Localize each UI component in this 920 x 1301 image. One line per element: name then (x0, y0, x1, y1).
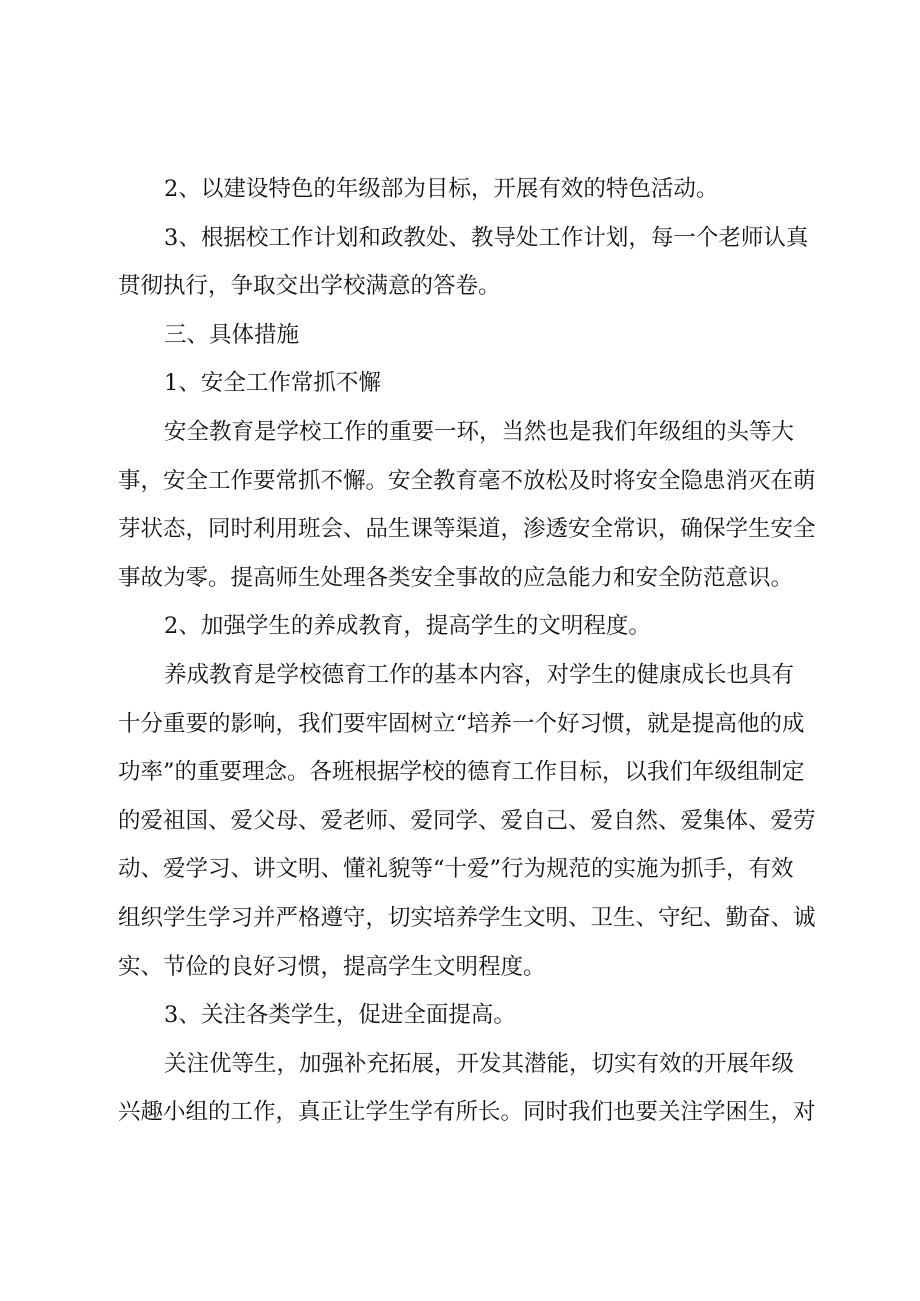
text-line: 兴趣小组的工作，真正让学生学有所长。同时我们也要关注学困生，对 (118, 1099, 816, 1126)
text-line: 养成教育是学校德育工作的基本内容，对学生的健康成长也具有 (164, 661, 795, 688)
text-line: 事故为零。提高师生处理各类安全事故的应急能力和安全防范意识。 (118, 564, 794, 591)
text-line: 2、以建设特色的年级部为目标，开展有效的特色活动。 (164, 176, 719, 202)
text-line: 事，安全工作要常抓不懈。安全教育毫不放松及时将安全隐患消灭在萌 (118, 467, 816, 494)
text-line: 功率”的重要理念。各班根据学校的德育工作目标，以我们年级组制定 (118, 759, 805, 786)
text-line: 的爱祖国、爱父母、爱老师、爱同学、爱自己、爱自然、爱集体、爱劳 (118, 807, 816, 834)
text-line: 3、根据校工作计划和政教处、教导处工作计划，每一个老师认真 (164, 224, 809, 251)
text-line: 十分重要的影响，我们要牢固树立“培养一个好习惯，就是提高他的成 (118, 710, 805, 737)
document-page (118, 165, 828, 1137)
text-line: 实、节俭的良好习惯，提高学生文明程度。 (118, 953, 546, 980)
text-line: 关注优等生，加强补充拓展，开发其潜能，切实有效的开展年级 (164, 1050, 795, 1077)
subsection-heading: 3、关注各类学生，促进全面提高。 (164, 1002, 516, 1029)
section-heading: 三、具体措施 (164, 321, 300, 348)
subsection-heading: 1、安全工作常抓不懈 (164, 370, 381, 397)
text-line: 安全教育是学校工作的重要一环，当然也是我们年级组的头等大 (164, 418, 795, 445)
text-line: 组织学生学习并严格遵守，切实培养学生文明、卫生、守纪、勤奋、诚 (118, 904, 816, 931)
text-line: 贯彻执行，争取交出学校满意的答卷。 (118, 273, 501, 300)
text-line: 动、爱学习、讲文明、懂礼貌等“十爱”行为规范的实施为抓手，有效 (118, 856, 794, 883)
subsection-heading: 2、加强学生的养成教育，提高学生的文明程度。 (164, 613, 651, 640)
text-line: 芽状态，同时利用班会、品生课等渠道，渗透安全常识，确保学生安全 (118, 516, 816, 543)
